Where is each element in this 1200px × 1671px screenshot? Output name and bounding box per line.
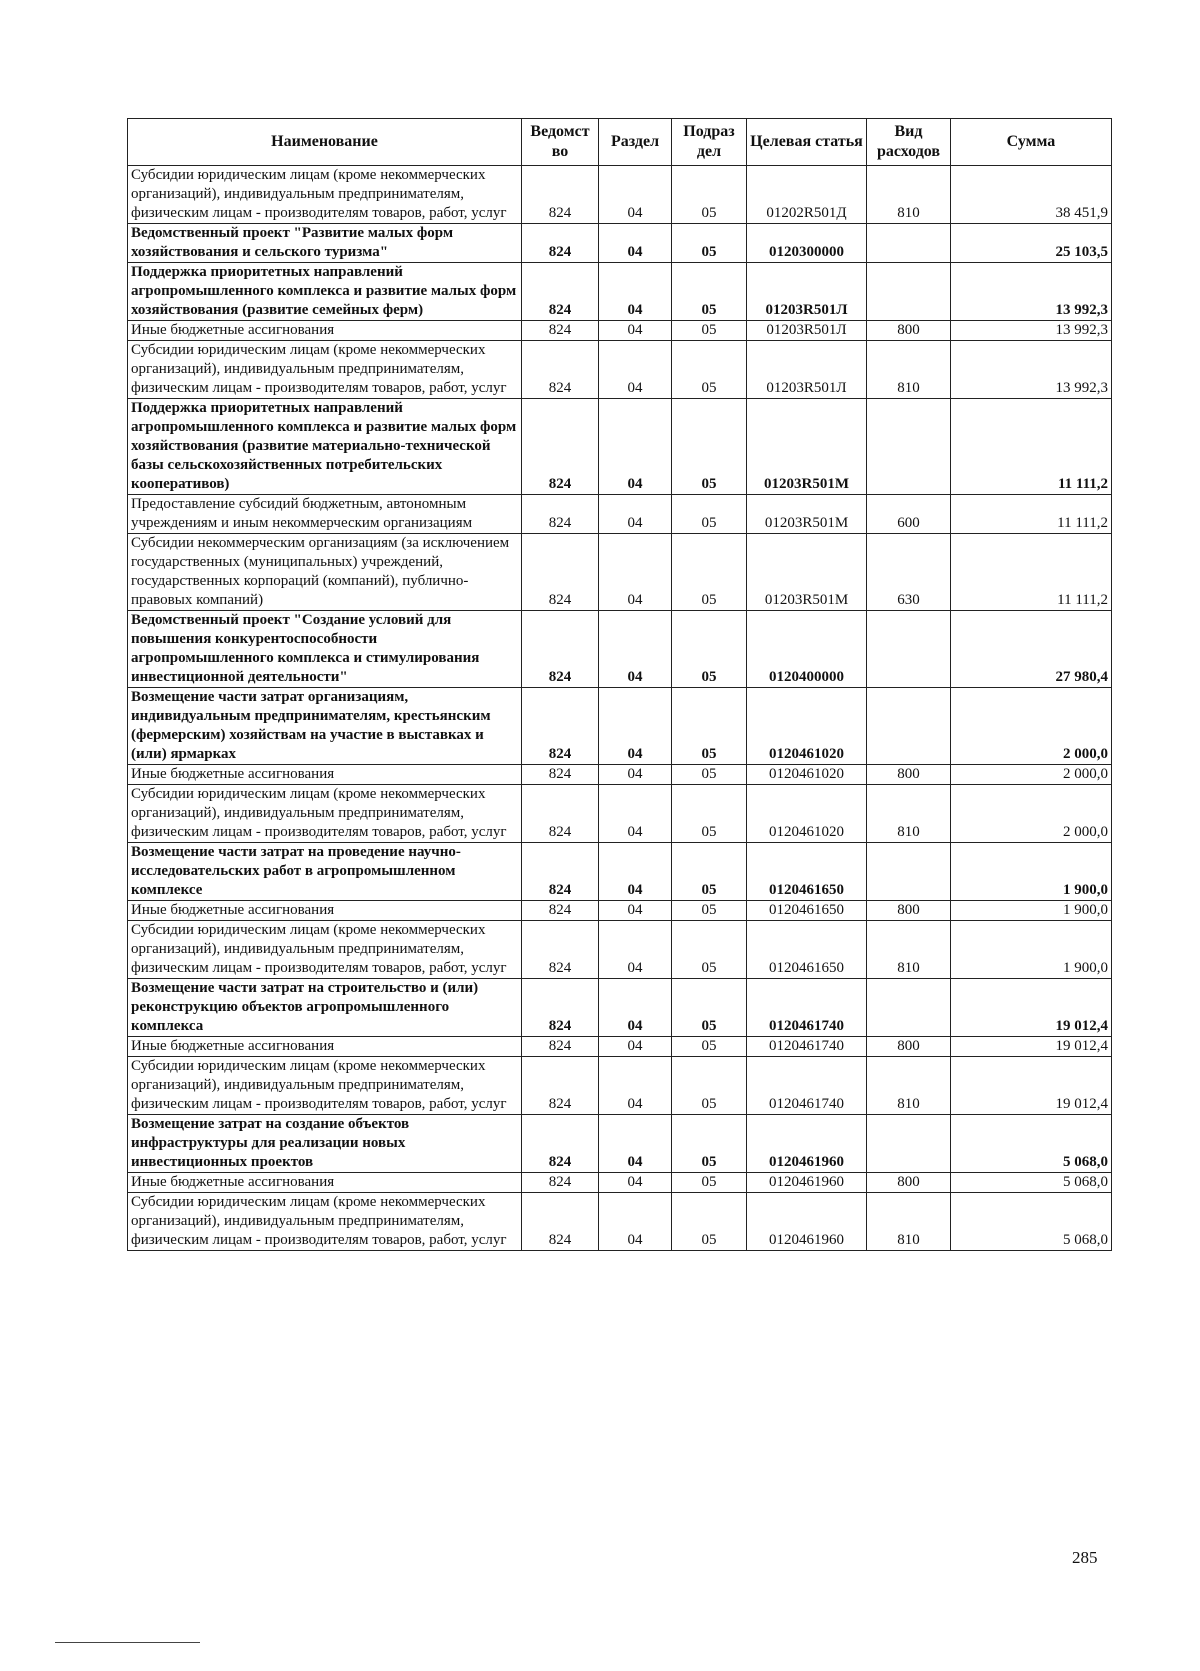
row-name: Иные бюджетные ассигнования — [128, 1037, 522, 1057]
table-row — [128, 534, 1112, 611]
row-dept: 824 — [522, 263, 599, 321]
row-type: 810 — [867, 785, 951, 843]
table-row — [128, 224, 1112, 263]
header-dept: Ведомст во — [522, 119, 599, 166]
row-subsection: 05 — [672, 979, 747, 1037]
row-section: 04 — [599, 785, 672, 843]
row-target: 0120461740 — [747, 979, 867, 1037]
row-target: 0120461740 — [747, 1037, 867, 1057]
row-section: 04 — [599, 1193, 672, 1251]
table-row — [128, 341, 1112, 399]
table-row — [128, 688, 1112, 765]
row-section: 04 — [599, 263, 672, 321]
row-sum: 2 000,0 — [951, 765, 1112, 785]
row-dept: 824 — [522, 1037, 599, 1057]
row-target: 01203R501М — [747, 495, 867, 534]
row-target: 0120461020 — [747, 765, 867, 785]
header-subsection: Подраз дел — [672, 119, 747, 166]
row-sum: 27 980,4 — [951, 611, 1112, 688]
row-sum: 13 992,3 — [951, 263, 1112, 321]
row-sum: 25 103,5 — [951, 224, 1112, 263]
row-subsection: 05 — [672, 399, 747, 495]
row-subsection: 05 — [672, 1057, 747, 1115]
header-name: Наименование — [128, 119, 522, 166]
row-subsection: 05 — [672, 1173, 747, 1193]
row-type: 600 — [867, 495, 951, 534]
row-target: 0120461650 — [747, 921, 867, 979]
row-subsection: 05 — [672, 1115, 747, 1173]
row-dept: 824 — [522, 611, 599, 688]
row-sum: 2 000,0 — [951, 688, 1112, 765]
header-target: Целевая статья — [747, 119, 867, 166]
row-name: Субсидии юридическим лицам (кроме некоммерческих организаций), индивидуальным предпринимателям, физическим лицам - производителям товаров, работ, услуг — [128, 1193, 522, 1251]
row-dept: 824 — [522, 688, 599, 765]
row-name: Возмещение затрат на создание объектов инфраструктуры для реализации новых инвестиционных проектов — [128, 1115, 522, 1173]
row-type — [867, 399, 951, 495]
row-type — [867, 611, 951, 688]
row-section: 04 — [599, 224, 672, 263]
row-sum: 13 992,3 — [951, 341, 1112, 399]
row-target: 01203R501М — [747, 399, 867, 495]
row-section: 04 — [599, 341, 672, 399]
table-row — [128, 1193, 1112, 1251]
row-target: 01203R501Л — [747, 263, 867, 321]
row-type: 800 — [867, 1173, 951, 1193]
row-subsection: 05 — [672, 688, 747, 765]
row-type: 630 — [867, 534, 951, 611]
table-row — [128, 1115, 1112, 1173]
row-section: 04 — [599, 901, 672, 921]
row-dept: 824 — [522, 399, 599, 495]
table-row — [128, 1173, 1112, 1193]
table-row — [128, 611, 1112, 688]
row-section: 04 — [599, 688, 672, 765]
table-row — [128, 979, 1112, 1037]
row-type — [867, 688, 951, 765]
row-section: 04 — [599, 1173, 672, 1193]
row-sum: 2 000,0 — [951, 785, 1112, 843]
header-type: Вид расходов — [867, 119, 951, 166]
row-dept: 824 — [522, 166, 599, 224]
row-type — [867, 979, 951, 1037]
row-sum: 11 111,2 — [951, 399, 1112, 495]
row-name: Субсидии юридическим лицам (кроме некоммерческих организаций), индивидуальным предпринимателям, физическим лицам - производителям товаров, работ, услуг — [128, 921, 522, 979]
row-target: 0120400000 — [747, 611, 867, 688]
row-sum: 1 900,0 — [951, 843, 1112, 901]
row-sum: 13 992,3 — [951, 321, 1112, 341]
table-row — [128, 399, 1112, 495]
row-sum: 19 012,4 — [951, 1037, 1112, 1057]
row-sum: 5 068,0 — [951, 1115, 1112, 1173]
row-dept: 824 — [522, 321, 599, 341]
row-name: Предоставление субсидий бюджетным, автономным учреждениям и иным некоммерческим организациям — [128, 495, 522, 534]
row-section: 04 — [599, 843, 672, 901]
row-subsection: 05 — [672, 495, 747, 534]
row-subsection: 05 — [672, 1037, 747, 1057]
row-name: Поддержка приоритетных направлений агропромышленного комплекса и развитие малых форм хозяйствования (развитие семейных ферм) — [128, 263, 522, 321]
row-section: 04 — [599, 1115, 672, 1173]
row-name: Субсидии юридическим лицам (кроме некоммерческих организаций), индивидуальным предпринимателям, физическим лицам - производителям товаров, работ, услуг — [128, 1057, 522, 1115]
row-target: 0120461650 — [747, 901, 867, 921]
row-subsection: 05 — [672, 166, 747, 224]
row-name: Иные бюджетные ассигнования — [128, 1173, 522, 1193]
row-dept: 824 — [522, 765, 599, 785]
row-section: 04 — [599, 399, 672, 495]
row-name: Ведомственный проект "Развитие малых форм хозяйствования и сельского туризма" — [128, 224, 522, 263]
row-subsection: 05 — [672, 785, 747, 843]
row-section: 04 — [599, 611, 672, 688]
row-sum: 19 012,4 — [951, 1057, 1112, 1115]
row-target: 0120461960 — [747, 1193, 867, 1251]
row-target: 0120461960 — [747, 1173, 867, 1193]
row-sum: 1 900,0 — [951, 921, 1112, 979]
row-dept: 824 — [522, 901, 599, 921]
row-target: 0120300000 — [747, 224, 867, 263]
row-section: 04 — [599, 921, 672, 979]
table-row — [128, 1057, 1112, 1115]
row-section: 04 — [599, 979, 672, 1037]
table-row — [128, 321, 1112, 341]
row-target: 0120461960 — [747, 1115, 867, 1173]
row-name: Субсидии юридическим лицам (кроме некоммерческих организаций), индивидуальным предпринимателям, физическим лицам - производителям товаров, работ, услуг — [128, 785, 522, 843]
row-name: Иные бюджетные ассигнования — [128, 901, 522, 921]
table-row — [128, 166, 1112, 224]
table-row — [128, 263, 1112, 321]
row-dept: 824 — [522, 1193, 599, 1251]
table-row — [128, 495, 1112, 534]
row-name: Возмещение части затрат на строительство и (или) реконструкцию объектов агропромышленного комплекса — [128, 979, 522, 1037]
row-section: 04 — [599, 1037, 672, 1057]
row-section: 04 — [599, 495, 672, 534]
row-dept: 824 — [522, 843, 599, 901]
row-dept: 824 — [522, 534, 599, 611]
row-subsection: 05 — [672, 1193, 747, 1251]
row-type: 810 — [867, 1193, 951, 1251]
row-dept: 824 — [522, 921, 599, 979]
row-subsection: 05 — [672, 765, 747, 785]
header-sum: Сумма — [951, 119, 1112, 166]
budget-table — [127, 118, 1112, 1251]
row-subsection: 05 — [672, 921, 747, 979]
row-subsection: 05 — [672, 534, 747, 611]
row-type: 810 — [867, 921, 951, 979]
row-subsection: 05 — [672, 321, 747, 341]
row-sum: 11 111,2 — [951, 534, 1112, 611]
row-type: 810 — [867, 1057, 951, 1115]
row-target: 01203R501М — [747, 534, 867, 611]
row-type: 800 — [867, 321, 951, 341]
row-name: Субсидии юридическим лицам (кроме некоммерческих организаций), индивидуальным предпринимателям, физическим лицам - производителям товаров, работ, услуг — [128, 166, 522, 224]
header-section: Раздел — [599, 119, 672, 166]
row-type: 810 — [867, 166, 951, 224]
row-subsection: 05 — [672, 263, 747, 321]
row-type — [867, 263, 951, 321]
row-name: Иные бюджетные ассигнования — [128, 321, 522, 341]
row-name: Субсидии некоммерческим организациям (за исключением государственных (муниципальных) учреждений, государственных корпораций (компаний), публично-правовых компаний) — [128, 534, 522, 611]
row-target: 0120461650 — [747, 843, 867, 901]
row-target: 0120461020 — [747, 785, 867, 843]
row-subsection: 05 — [672, 843, 747, 901]
row-section: 04 — [599, 321, 672, 341]
row-name: Возмещение части затрат на проведение научно-исследовательских работ в агропромышленном комплексе — [128, 843, 522, 901]
row-name: Субсидии юридическим лицам (кроме некоммерческих организаций), индивидуальным предпринимателям, физическим лицам - производителям товаров, работ, услуг — [128, 341, 522, 399]
page-number: 285 — [1072, 1548, 1098, 1567]
row-dept: 824 — [522, 341, 599, 399]
row-target: 01203R501Л — [747, 321, 867, 341]
row-type — [867, 1115, 951, 1173]
row-dept: 824 — [522, 224, 599, 263]
row-dept: 824 — [522, 785, 599, 843]
table-row — [128, 921, 1112, 979]
row-sum: 1 900,0 — [951, 901, 1112, 921]
row-subsection: 05 — [672, 224, 747, 263]
row-type: 800 — [867, 901, 951, 921]
row-sum: 5 068,0 — [951, 1173, 1112, 1193]
table-row — [128, 1037, 1112, 1057]
row-section: 04 — [599, 166, 672, 224]
row-name: Иные бюджетные ассигнования — [128, 765, 522, 785]
table-row — [128, 901, 1112, 921]
row-type: 810 — [867, 341, 951, 399]
row-target: 01203R501Л — [747, 341, 867, 399]
table-header-row — [128, 119, 1112, 166]
table-body — [128, 166, 1112, 1251]
row-subsection: 05 — [672, 611, 747, 688]
row-type — [867, 843, 951, 901]
row-dept: 824 — [522, 495, 599, 534]
row-dept: 824 — [522, 1173, 599, 1193]
row-type: 800 — [867, 1037, 951, 1057]
row-subsection: 05 — [672, 341, 747, 399]
row-dept: 824 — [522, 1115, 599, 1173]
row-dept: 824 — [522, 1057, 599, 1115]
row-subsection: 05 — [672, 901, 747, 921]
row-target: 0120461020 — [747, 688, 867, 765]
row-dept: 824 — [522, 979, 599, 1037]
row-target: 01202R501Д — [747, 166, 867, 224]
table-row — [128, 765, 1112, 785]
row-name: Поддержка приоритетных направлений агропромышленного комплекса и развитие малых форм хозяйствования (развитие материально-технической базы сельскохозяйственных потребительских кооперативов) — [128, 399, 522, 495]
row-section: 04 — [599, 765, 672, 785]
row-section: 04 — [599, 534, 672, 611]
footer-rule — [55, 1642, 200, 1643]
row-type: 800 — [867, 765, 951, 785]
table-row — [128, 843, 1112, 901]
row-sum: 11 111,2 — [951, 495, 1112, 534]
row-type — [867, 224, 951, 263]
row-name: Ведомственный проект "Создание условий для повышения конкурентоспособности агропромышленного комплекса и стимулирования инвестиционной деятельности" — [128, 611, 522, 688]
row-sum: 19 012,4 — [951, 979, 1112, 1037]
row-sum: 38 451,9 — [951, 166, 1112, 224]
row-sum: 5 068,0 — [951, 1193, 1112, 1251]
row-target: 0120461740 — [747, 1057, 867, 1115]
row-name: Возмещение части затрат организациям, индивидуальным предпринимателям, крестьянским (фермерским) хозяйствам на участие в выставках и (или) ярмарках — [128, 688, 522, 765]
row-section: 04 — [599, 1057, 672, 1115]
table-row — [128, 785, 1112, 843]
